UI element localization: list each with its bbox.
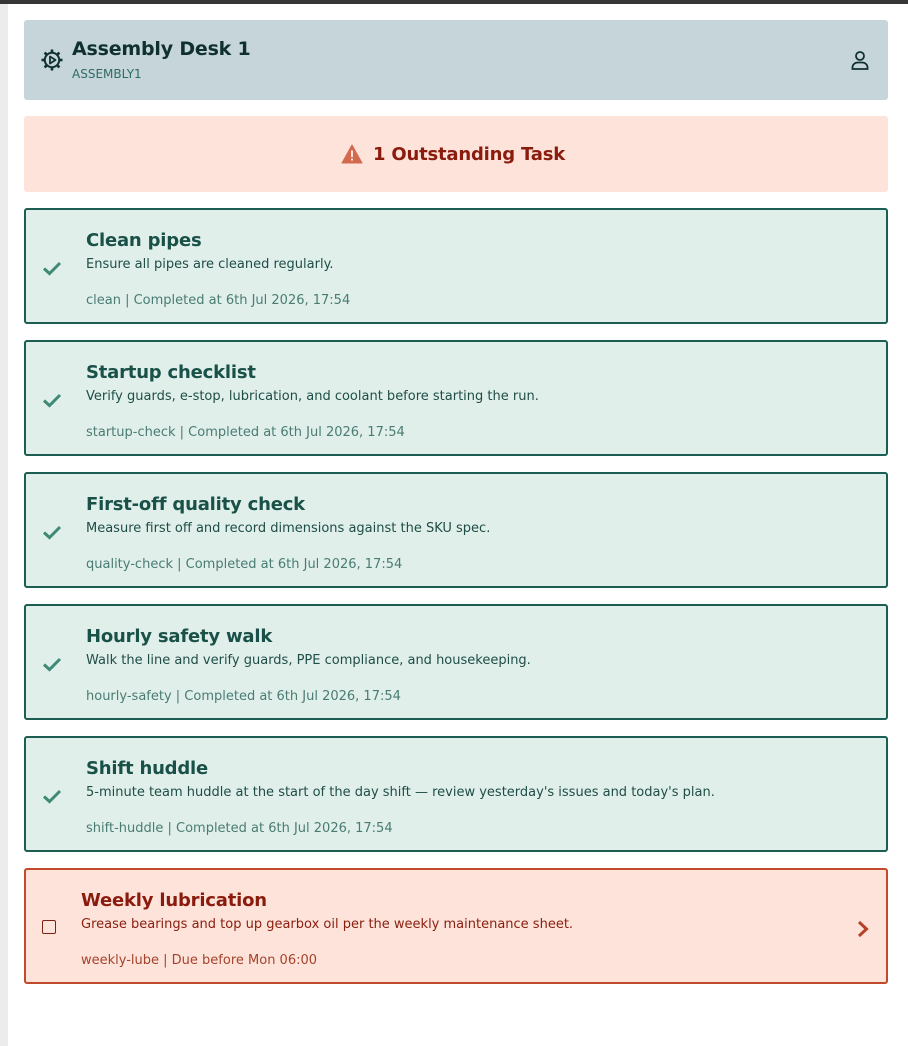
task-card-weekly-lubrication[interactable] xyxy=(24,868,888,984)
task-description: Walk the line and verify guards, PPE compliance, and housekeeping. xyxy=(86,653,531,668)
outstanding-tasks-banner xyxy=(24,116,888,192)
task-meta: quality-check | Completed at 6th Jul 2026, 17:54 xyxy=(86,557,403,572)
task-title: Shift huddle xyxy=(86,758,209,779)
workstation-panel xyxy=(24,20,888,984)
warning-icon xyxy=(341,144,363,164)
checkmark-icon xyxy=(42,259,62,277)
task-meta: hourly-safety | Completed at 6th Jul 2026, 17:54 xyxy=(86,689,401,704)
checkmark-icon xyxy=(42,523,62,541)
workstation-title: Assembly Desk 1 xyxy=(72,38,251,60)
outstanding-count: 1 Outstanding Task xyxy=(372,143,565,165)
task-meta: clean | Completed at 6th Jul 2026, 17:54 xyxy=(86,293,351,308)
task-meta: startup-check | Completed at 6th Jul 2026, 17:54 xyxy=(86,425,405,440)
top-bar xyxy=(0,0,908,4)
task-card-clean-pipes[interactable] xyxy=(24,208,888,324)
task-title: Clean pipes xyxy=(86,230,202,251)
task-title: Startup checklist xyxy=(86,362,256,383)
workstation-header xyxy=(24,20,888,100)
task-description: Ensure all pipes are cleaned regularly. xyxy=(86,257,334,272)
task-description: Grease bearings and top up gearbox oil per the weekly maintenance sheet. xyxy=(81,917,574,932)
task-meta: weekly-lube | Due before Mon 06:00 xyxy=(81,953,318,968)
task-card-hourly-safety[interactable] xyxy=(24,604,888,720)
checkmark-icon xyxy=(42,787,62,805)
task-meta: shift-huddle | Completed at 6th Jul 2026, 17:54 xyxy=(86,821,393,836)
task-checkbox[interactable] xyxy=(42,920,56,934)
checkmark-icon xyxy=(42,391,62,409)
task-card-shift-huddle[interactable] xyxy=(24,736,888,852)
chevron-right-icon[interactable] xyxy=(856,919,870,939)
user-icon[interactable] xyxy=(848,48,872,72)
gear-icon xyxy=(40,48,64,72)
task-title: First-off quality check xyxy=(86,494,305,515)
task-title: Weekly lubrication xyxy=(81,890,267,911)
task-title: Hourly safety walk xyxy=(86,626,273,647)
task-card-startup-checklist[interactable] xyxy=(24,340,888,456)
left-rail xyxy=(0,4,8,1046)
task-description: Measure first off and record dimensions against the SKU spec. xyxy=(86,521,491,536)
workstation-code: ASSEMBLY1 xyxy=(72,67,142,81)
task-description: 5-minute team huddle at the start of the day shift — review yesterday's issues and today's plan. xyxy=(86,785,715,800)
task-card-quality-check[interactable] xyxy=(24,472,888,588)
task-description: Verify guards, e-stop, lubrication, and coolant before starting the run. xyxy=(86,389,539,404)
checkmark-icon xyxy=(42,655,62,673)
